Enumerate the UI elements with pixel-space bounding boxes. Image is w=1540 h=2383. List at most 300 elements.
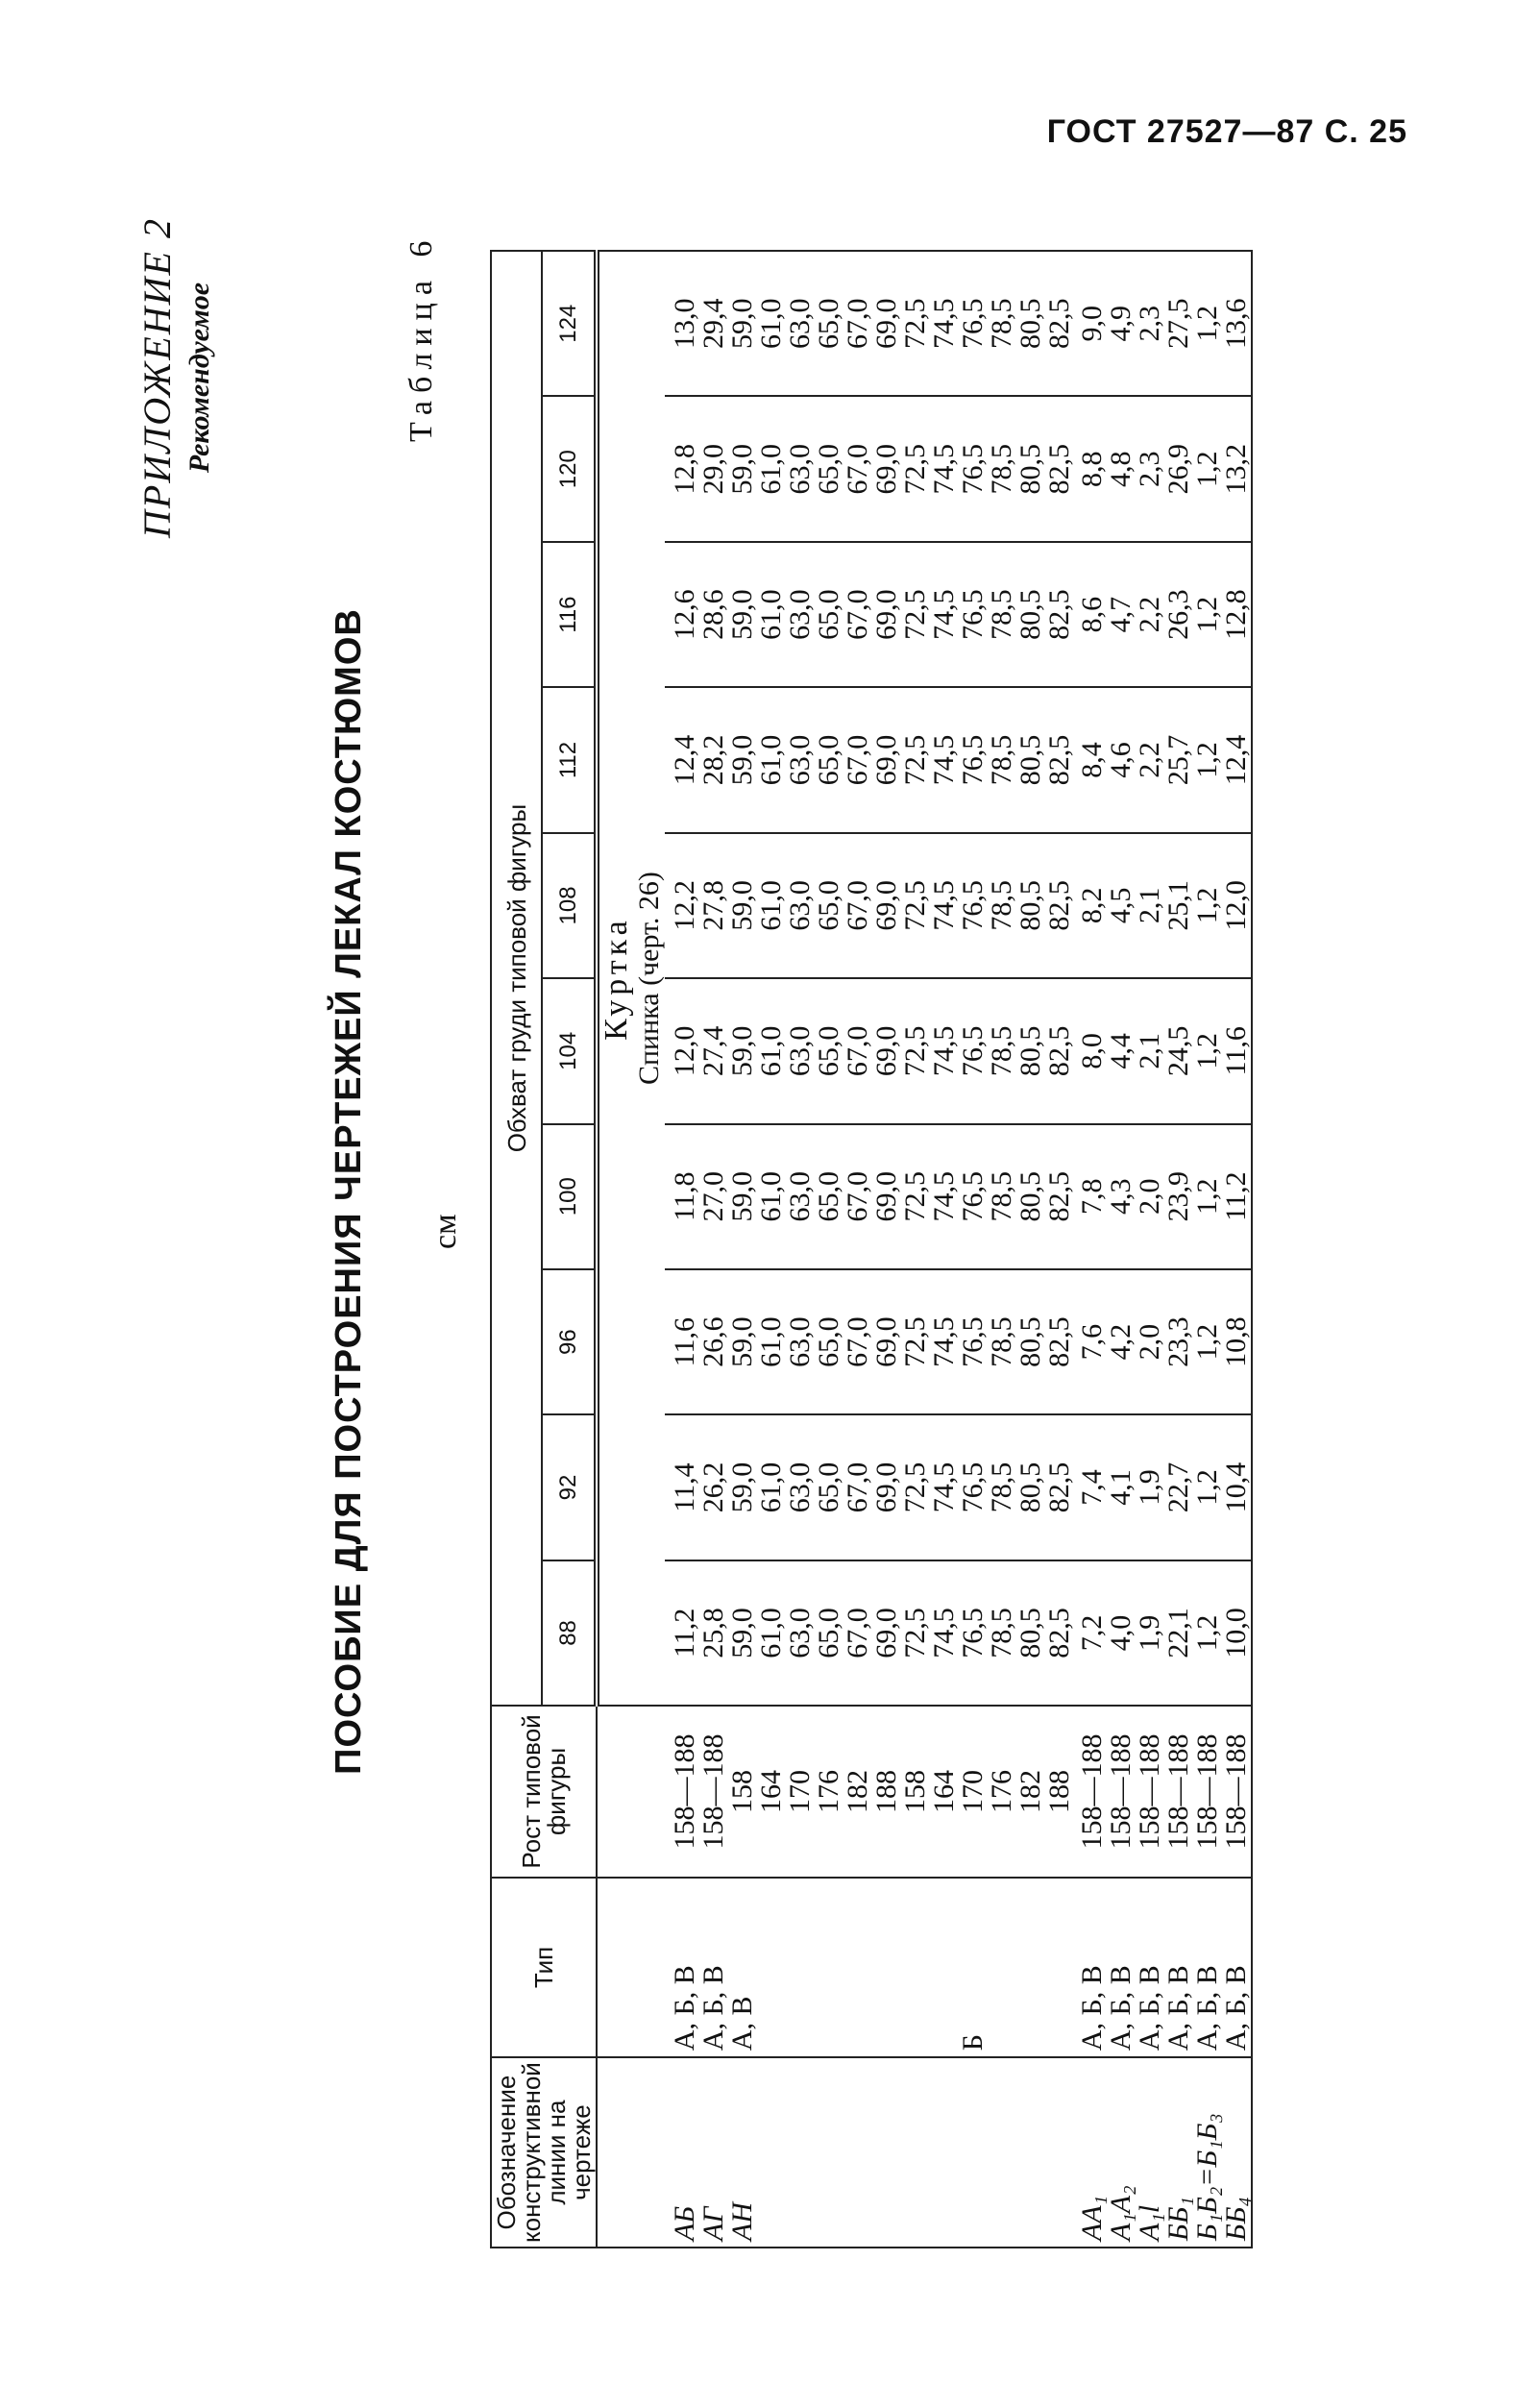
type-cell: А, Б, В bbox=[1107, 1878, 1136, 2057]
value-cell: 76,5 bbox=[959, 978, 988, 1123]
value-cell: 61,0 bbox=[757, 978, 786, 1123]
value-cell: 65,0 bbox=[815, 833, 843, 978]
value-cell: 11,4 bbox=[665, 1414, 699, 1560]
type-cell: А, Б, В bbox=[1164, 1878, 1193, 2057]
value-cell: 22,1 bbox=[1164, 1560, 1193, 1706]
height-cell: 176 bbox=[988, 1706, 1016, 1878]
height-cell: 158 bbox=[901, 1706, 930, 1878]
value-cell: 4,1 bbox=[1107, 1414, 1136, 1560]
value-cell: 76,5 bbox=[959, 1414, 988, 1560]
value-cell: 80,5 bbox=[1016, 1269, 1045, 1414]
col-header-chest: 96 bbox=[542, 1269, 597, 1414]
value-cell: 69,0 bbox=[872, 833, 901, 978]
value-cell: 2,1 bbox=[1136, 833, 1164, 978]
height-cell: 170 bbox=[786, 1706, 815, 1878]
value-cell: 67,0 bbox=[843, 1414, 872, 1560]
value-cell: 1,9 bbox=[1136, 1560, 1164, 1706]
height-cell: 164 bbox=[930, 1706, 959, 1878]
value-cell: 10,4 bbox=[1222, 1414, 1252, 1560]
table-row bbox=[728, 251, 757, 2248]
value-cell: 65,0 bbox=[815, 1269, 843, 1414]
value-cell: 72,5 bbox=[901, 1560, 930, 1706]
value-cell: 27,4 bbox=[699, 978, 728, 1123]
value-cell: 65,0 bbox=[815, 1560, 843, 1706]
value-cell: 63,0 bbox=[786, 978, 815, 1123]
value-cell: 72,5 bbox=[901, 542, 930, 687]
col-header-chest: 100 bbox=[542, 1124, 597, 1269]
designation-cell: А₁А₂ bbox=[1107, 2057, 1136, 2248]
value-cell: 27,8 bbox=[699, 833, 728, 978]
value-cell: 12,0 bbox=[665, 978, 699, 1123]
designation-cell bbox=[1045, 2057, 1074, 2248]
col-header-chest: 116 bbox=[542, 542, 597, 687]
value-cell: 76,5 bbox=[959, 396, 988, 541]
table-row bbox=[1164, 251, 1193, 2248]
type-cell bbox=[988, 1878, 1016, 2057]
value-cell: 67,0 bbox=[843, 833, 872, 978]
value-cell: 82,5 bbox=[1045, 251, 1074, 396]
table-row bbox=[959, 251, 988, 2248]
height-cell: 158—188 bbox=[699, 1706, 728, 1878]
designation-cell: ББ₁ bbox=[1164, 2057, 1193, 2248]
table-row bbox=[1193, 251, 1222, 2248]
appendix-block bbox=[134, 217, 216, 538]
value-cell: 1,2 bbox=[1193, 1560, 1222, 1706]
value-cell: 69,0 bbox=[872, 1560, 901, 1706]
value-cell: 82,5 bbox=[1045, 396, 1074, 541]
value-cell: 4,7 bbox=[1107, 542, 1136, 687]
value-cell: 7,2 bbox=[1078, 1560, 1107, 1706]
value-cell: 59,0 bbox=[728, 1560, 757, 1706]
value-cell: 59,0 bbox=[728, 396, 757, 541]
value-cell: 4,9 bbox=[1107, 251, 1136, 396]
value-cell: 12,4 bbox=[665, 687, 699, 832]
col-header-chest: 88 bbox=[542, 1560, 597, 1706]
value-cell: 26,9 bbox=[1164, 396, 1193, 541]
value-cell: 65,0 bbox=[815, 1414, 843, 1560]
value-cell: 59,0 bbox=[728, 833, 757, 978]
value-cell: 72,5 bbox=[901, 1414, 930, 1560]
value-cell: 76,5 bbox=[959, 1124, 988, 1269]
height-cell: 158—188 bbox=[1136, 1706, 1164, 1878]
value-cell: 72,5 bbox=[901, 833, 930, 978]
col-header-chest: 120 bbox=[542, 396, 597, 541]
height-cell: 158—188 bbox=[1164, 1706, 1193, 1878]
col-header-chest: 124 bbox=[542, 251, 597, 396]
table-row bbox=[930, 251, 959, 2248]
section-subtitle: Спинка (черт. 26) bbox=[633, 872, 665, 1086]
height-cell: 170 bbox=[959, 1706, 988, 1878]
value-cell: 10,0 bbox=[1222, 1560, 1252, 1706]
value-cell: 27,0 bbox=[699, 1124, 728, 1269]
value-cell: 67,0 bbox=[843, 396, 872, 541]
height-cell: 158 bbox=[728, 1706, 757, 1878]
value-cell: 12,0 bbox=[1222, 833, 1252, 978]
col-header-height: Рост типовой фигуры bbox=[491, 1706, 597, 1878]
designation-cell: АГ bbox=[699, 2057, 728, 2248]
value-cell: 65,0 bbox=[815, 251, 843, 396]
table-row bbox=[1222, 251, 1252, 2248]
value-cell: 78,5 bbox=[988, 251, 1016, 396]
value-cell: 82,5 bbox=[1045, 1414, 1074, 1560]
value-cell: 69,0 bbox=[872, 396, 901, 541]
value-cell: 4,0 bbox=[1107, 1560, 1136, 1706]
height-cell: 164 bbox=[757, 1706, 786, 1878]
value-cell: 63,0 bbox=[786, 833, 815, 978]
col-header-chest: 92 bbox=[542, 1414, 597, 1560]
value-cell: 61,0 bbox=[757, 1269, 786, 1414]
value-cell: 69,0 bbox=[872, 542, 901, 687]
value-cell: 23,9 bbox=[1164, 1124, 1193, 1269]
value-cell: 67,0 bbox=[843, 1560, 872, 1706]
value-cell: 63,0 bbox=[786, 1269, 815, 1414]
value-cell: 78,5 bbox=[988, 687, 1016, 832]
value-cell: 1,2 bbox=[1193, 687, 1222, 832]
value-cell: 1,2 bbox=[1193, 1414, 1222, 1560]
value-cell: 78,5 bbox=[988, 833, 1016, 978]
value-cell: 67,0 bbox=[843, 1124, 872, 1269]
table-row bbox=[1045, 251, 1074, 2248]
value-cell: 67,0 bbox=[843, 978, 872, 1123]
document-title: ПОСОБИЕ ДЛЯ ПОСТРОЕНИЯ ЧЕРТЕЖЕЙ ЛЕКАЛ КОСТЮМОВ bbox=[329, 608, 369, 1775]
col-header-designation: Обозначение конструктивной линии на чертеже bbox=[491, 2057, 597, 2248]
col-header-chest: 104 bbox=[542, 978, 597, 1123]
value-cell: 76,5 bbox=[959, 1560, 988, 1706]
value-cell: 29,0 bbox=[699, 396, 728, 541]
value-cell: 1,2 bbox=[1193, 251, 1222, 396]
designation-cell bbox=[901, 2057, 930, 2248]
value-cell: 74,5 bbox=[930, 978, 959, 1123]
value-cell: 7,6 bbox=[1078, 1269, 1107, 1414]
value-cell: 7,4 bbox=[1078, 1414, 1107, 1560]
value-cell: 78,5 bbox=[988, 1560, 1016, 1706]
value-cell: 11,8 bbox=[665, 1124, 699, 1269]
value-cell: 61,0 bbox=[757, 1124, 786, 1269]
table-row bbox=[786, 251, 815, 2248]
value-cell: 2,3 bbox=[1136, 396, 1164, 541]
value-cell: 1,2 bbox=[1193, 1269, 1222, 1414]
value-cell: 67,0 bbox=[843, 542, 872, 687]
table-row bbox=[699, 251, 728, 2248]
value-cell: 1,2 bbox=[1193, 833, 1222, 978]
type-cell bbox=[901, 1878, 930, 2057]
type-cell bbox=[872, 1878, 901, 2057]
table-label: Таблица 6 bbox=[403, 233, 439, 442]
value-cell: 8,8 bbox=[1078, 396, 1107, 541]
type-cell: А, Б, В bbox=[699, 1878, 728, 2057]
designation-cell bbox=[815, 2057, 843, 2248]
height-cell: 182 bbox=[1016, 1706, 1045, 1878]
section-title: Куртка bbox=[599, 916, 634, 1041]
value-cell: 65,0 bbox=[815, 687, 843, 832]
col-header-chest: 108 bbox=[542, 833, 597, 978]
value-cell: 12,8 bbox=[665, 396, 699, 541]
value-cell: 74,5 bbox=[930, 833, 959, 978]
value-cell: 63,0 bbox=[786, 1124, 815, 1269]
designation-cell: А₁l bbox=[1136, 2057, 1164, 2248]
measurement-table bbox=[490, 250, 1253, 2248]
table-row bbox=[815, 251, 843, 2248]
value-cell: 59,0 bbox=[728, 1269, 757, 1414]
value-cell: 25,7 bbox=[1164, 687, 1193, 832]
value-cell: 72,5 bbox=[901, 396, 930, 541]
value-cell: 74,5 bbox=[930, 396, 959, 541]
value-cell: 74,5 bbox=[930, 251, 959, 396]
value-cell: 26,6 bbox=[699, 1269, 728, 1414]
value-cell: 74,5 bbox=[930, 542, 959, 687]
value-cell: 12,8 bbox=[1222, 542, 1252, 687]
appendix-subtitle: Рекомендуемое bbox=[183, 282, 215, 474]
height-cell: 158—188 bbox=[1078, 1706, 1107, 1878]
value-cell: 69,0 bbox=[872, 1269, 901, 1414]
value-cell: 72,5 bbox=[901, 1124, 930, 1269]
value-cell: 76,5 bbox=[959, 1269, 988, 1414]
value-cell: 67,0 bbox=[843, 687, 872, 832]
height-cell: 176 bbox=[815, 1706, 843, 1878]
value-cell: 8,6 bbox=[1078, 542, 1107, 687]
value-cell: 76,5 bbox=[959, 687, 988, 832]
section-heading bbox=[597, 251, 665, 1706]
table-row bbox=[988, 251, 1016, 2248]
value-cell: 82,5 bbox=[1045, 1269, 1074, 1414]
designation-cell bbox=[988, 2057, 1016, 2248]
value-cell: 69,0 bbox=[872, 251, 901, 396]
value-cell: 72,5 bbox=[901, 687, 930, 832]
value-cell: 4,2 bbox=[1107, 1269, 1136, 1414]
value-cell: 80,5 bbox=[1016, 542, 1045, 687]
value-cell: 11,2 bbox=[1222, 1124, 1252, 1269]
designation-cell bbox=[872, 2057, 901, 2248]
value-cell: 4,8 bbox=[1107, 396, 1136, 541]
section-row bbox=[597, 251, 665, 2248]
rotated-page-content bbox=[58, 135, 1307, 2248]
table-row bbox=[901, 251, 930, 2248]
value-cell: 12,6 bbox=[665, 542, 699, 687]
value-cell: 25,8 bbox=[699, 1560, 728, 1706]
designation-cell bbox=[843, 2057, 872, 2248]
value-cell: 63,0 bbox=[786, 251, 815, 396]
value-cell: 12,2 bbox=[665, 833, 699, 978]
value-cell: 2,3 bbox=[1136, 251, 1164, 396]
value-cell: 74,5 bbox=[930, 1269, 959, 1414]
value-cell: 4,6 bbox=[1107, 687, 1136, 832]
value-cell: 67,0 bbox=[843, 251, 872, 396]
value-cell: 69,0 bbox=[872, 687, 901, 832]
value-cell: 63,0 bbox=[786, 1560, 815, 1706]
height-cell: 188 bbox=[872, 1706, 901, 1878]
value-cell: 9,0 bbox=[1078, 251, 1107, 396]
value-cell: 78,5 bbox=[988, 396, 1016, 541]
value-cell: 78,5 bbox=[988, 978, 1016, 1123]
value-cell: 13,0 bbox=[665, 251, 699, 396]
value-cell: 61,0 bbox=[757, 251, 786, 396]
value-cell: 4,3 bbox=[1107, 1124, 1136, 1269]
table-row bbox=[757, 251, 786, 2248]
value-cell: 11,6 bbox=[665, 1269, 699, 1414]
section-spacer bbox=[597, 1706, 665, 1878]
value-cell: 23,3 bbox=[1164, 1269, 1193, 1414]
value-cell: 72,5 bbox=[901, 978, 930, 1123]
value-cell: 4,5 bbox=[1107, 833, 1136, 978]
value-cell: 13,6 bbox=[1222, 251, 1252, 396]
value-cell: 22,7 bbox=[1164, 1414, 1193, 1560]
designation-cell bbox=[959, 2057, 988, 2248]
table-row bbox=[843, 251, 872, 2248]
value-cell: 74,5 bbox=[930, 1560, 959, 1706]
value-cell: 59,0 bbox=[728, 542, 757, 687]
value-cell: 10,8 bbox=[1222, 1269, 1252, 1414]
type-cell: А, Б, В bbox=[1078, 1878, 1107, 2057]
value-cell: 59,0 bbox=[728, 687, 757, 832]
value-cell: 2,2 bbox=[1136, 687, 1164, 832]
col-header-chest-group: Обхват груди типовой фигуры bbox=[491, 251, 542, 1706]
value-cell: 65,0 bbox=[815, 396, 843, 541]
value-cell: 78,5 bbox=[988, 542, 1016, 687]
value-cell: 8,0 bbox=[1078, 978, 1107, 1123]
value-cell: 80,5 bbox=[1016, 1414, 1045, 1560]
value-cell: 28,6 bbox=[699, 542, 728, 687]
value-cell: 78,5 bbox=[988, 1269, 1016, 1414]
value-cell: 76,5 bbox=[959, 251, 988, 396]
type-cell: А, Б, В bbox=[1222, 1878, 1252, 2057]
value-cell: 7,8 bbox=[1078, 1124, 1107, 1269]
designation-cell: АА₁ bbox=[1078, 2057, 1107, 2248]
value-cell: 8,2 bbox=[1078, 833, 1107, 978]
value-cell: 2,0 bbox=[1136, 1269, 1164, 1414]
value-cell: 80,5 bbox=[1016, 978, 1045, 1123]
value-cell: 1,2 bbox=[1193, 978, 1222, 1123]
value-cell: 61,0 bbox=[757, 833, 786, 978]
table-row bbox=[665, 251, 699, 2248]
value-cell: 61,0 bbox=[757, 1414, 786, 1560]
value-cell: 26,2 bbox=[699, 1414, 728, 1560]
value-cell: 26,3 bbox=[1164, 542, 1193, 687]
value-cell: 1,2 bbox=[1193, 1124, 1222, 1269]
value-cell: 80,5 bbox=[1016, 1124, 1045, 1269]
value-cell: 24,5 bbox=[1164, 978, 1193, 1123]
designation-cell bbox=[757, 2057, 786, 2248]
table-row bbox=[1107, 251, 1136, 2248]
value-cell: 82,5 bbox=[1045, 542, 1074, 687]
col-header-type: Тип bbox=[491, 1878, 597, 2057]
value-cell: 2,2 bbox=[1136, 542, 1164, 687]
value-cell: 80,5 bbox=[1016, 396, 1045, 541]
height-cell: 188 bbox=[1045, 1706, 1074, 1878]
designation-cell: ББ₄ bbox=[1222, 2057, 1252, 2248]
type-cell bbox=[757, 1878, 786, 2057]
value-cell: 61,0 bbox=[757, 542, 786, 687]
height-cell: 158—188 bbox=[1222, 1706, 1252, 1878]
type-cell: А, В bbox=[728, 1878, 757, 2057]
value-cell: 69,0 bbox=[872, 978, 901, 1123]
table-row bbox=[1136, 251, 1164, 2248]
unit-label: см bbox=[428, 1214, 463, 1249]
designation-cell: Б₁Б₂=Б₁Б₃ bbox=[1193, 2057, 1222, 2248]
value-cell: 11,6 bbox=[1222, 978, 1252, 1123]
value-cell: 28,2 bbox=[699, 687, 728, 832]
value-cell: 2,1 bbox=[1136, 978, 1164, 1123]
value-cell: 1,2 bbox=[1193, 542, 1222, 687]
height-cell: 182 bbox=[843, 1706, 872, 1878]
type-cell bbox=[815, 1878, 843, 2057]
value-cell: 61,0 bbox=[757, 1560, 786, 1706]
value-cell: 61,0 bbox=[757, 396, 786, 541]
value-cell: 59,0 bbox=[728, 251, 757, 396]
value-cell: 63,0 bbox=[786, 687, 815, 832]
value-cell: 80,5 bbox=[1016, 833, 1045, 978]
type-cell: А, Б, В bbox=[1136, 1878, 1164, 2057]
value-cell: 82,5 bbox=[1045, 978, 1074, 1123]
type-cell: А, Б, В bbox=[665, 1878, 699, 2057]
value-cell: 80,5 bbox=[1016, 1560, 1045, 1706]
value-cell: 59,0 bbox=[728, 1414, 757, 1560]
value-cell: 59,0 bbox=[728, 1124, 757, 1269]
height-cell: 158—188 bbox=[1107, 1706, 1136, 1878]
value-cell: 76,5 bbox=[959, 833, 988, 978]
value-cell: 78,5 bbox=[988, 1124, 1016, 1269]
value-cell: 65,0 bbox=[815, 542, 843, 687]
value-cell: 8,4 bbox=[1078, 687, 1107, 832]
value-cell: 82,5 bbox=[1045, 833, 1074, 978]
value-cell: 63,0 bbox=[786, 1414, 815, 1560]
value-cell: 76,5 bbox=[959, 542, 988, 687]
value-cell: 63,0 bbox=[786, 396, 815, 541]
value-cell: 69,0 bbox=[872, 1414, 901, 1560]
designation-cell bbox=[930, 2057, 959, 2248]
value-cell: 12,4 bbox=[1222, 687, 1252, 832]
table-row bbox=[1016, 251, 1045, 2248]
value-cell: 82,5 bbox=[1045, 1124, 1074, 1269]
value-cell: 13,2 bbox=[1222, 396, 1252, 541]
value-cell: 82,5 bbox=[1045, 1560, 1074, 1706]
type-cell: Б bbox=[959, 1878, 988, 2057]
value-cell: 25,1 bbox=[1164, 833, 1193, 978]
value-cell: 72,5 bbox=[901, 251, 930, 396]
value-cell: 74,5 bbox=[930, 687, 959, 832]
type-cell bbox=[786, 1878, 815, 2057]
section-spacer bbox=[597, 1878, 665, 2057]
designation-cell bbox=[1016, 2057, 1045, 2248]
type-cell bbox=[1016, 1878, 1045, 2057]
value-cell: 65,0 bbox=[815, 978, 843, 1123]
value-cell: 61,0 bbox=[757, 687, 786, 832]
height-cell: 158—188 bbox=[665, 1706, 699, 1878]
value-cell: 27,5 bbox=[1164, 251, 1193, 396]
height-cell: 158—188 bbox=[1193, 1706, 1222, 1878]
value-cell: 65,0 bbox=[815, 1124, 843, 1269]
value-cell: 1,9 bbox=[1136, 1414, 1164, 1560]
value-cell: 11,2 bbox=[665, 1560, 699, 1706]
value-cell: 69,0 bbox=[872, 1124, 901, 1269]
value-cell: 80,5 bbox=[1016, 687, 1045, 832]
appendix-title: ПРИЛОЖЕНИЕ 2 bbox=[135, 217, 179, 538]
value-cell: 82,5 bbox=[1045, 687, 1074, 832]
value-cell: 80,5 bbox=[1016, 251, 1045, 396]
value-cell: 78,5 bbox=[988, 1414, 1016, 1560]
value-cell: 4,4 bbox=[1107, 978, 1136, 1123]
value-cell: 59,0 bbox=[728, 978, 757, 1123]
designation-cell: АБ bbox=[665, 2057, 699, 2248]
value-cell: 74,5 bbox=[930, 1124, 959, 1269]
designation-cell: АН bbox=[728, 2057, 757, 2248]
table-row bbox=[1078, 251, 1107, 2248]
table-row bbox=[872, 251, 901, 2248]
designation-cell bbox=[786, 2057, 815, 2248]
value-cell: 2,0 bbox=[1136, 1124, 1164, 1269]
value-cell: 1,2 bbox=[1193, 396, 1222, 541]
value-cell: 72,5 bbox=[901, 1269, 930, 1414]
value-cell: 67,0 bbox=[843, 1269, 872, 1414]
